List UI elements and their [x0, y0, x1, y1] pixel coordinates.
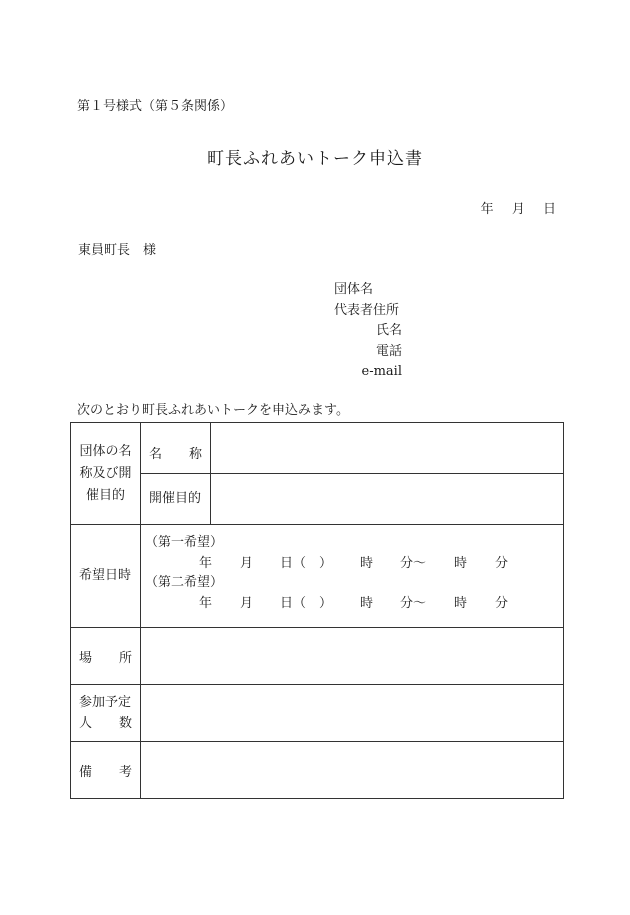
group-label-line2: 称及び開: [79, 465, 132, 481]
remarks-label-a: 備: [79, 764, 93, 780]
intro-text: 次のとおり町長ふれあいトークを申込みます。: [77, 403, 349, 418]
place-label-b: 所: [118, 650, 132, 666]
name-label-cell: [141, 423, 211, 474]
phone-label: 電話: [375, 343, 402, 359]
applicant-block: [334, 283, 402, 386]
second-month: 月: [240, 596, 254, 611]
participants-input[interactable]: [141, 685, 564, 742]
first-minute-to: 分: [495, 556, 509, 571]
name-label-a: 名: [149, 447, 163, 462]
name-label: 氏名: [375, 323, 402, 338]
remarks-label-cell: [71, 742, 141, 799]
date-day: 日: [542, 202, 556, 217]
first-hour2: 時: [454, 556, 468, 571]
participants-label-b: 数: [118, 716, 132, 731]
form-number: 第１号様式（第５条関係）: [77, 99, 234, 114]
second-hour2: 時: [454, 596, 468, 611]
place-label-a: 場: [79, 650, 93, 666]
group-name-input[interactable]: [211, 423, 564, 474]
datetime-input[interactable]: [141, 525, 564, 628]
first-hour: 時: [360, 556, 374, 571]
place-label-cell: [71, 628, 141, 685]
purpose-label-cell: 開催目的: [141, 474, 211, 525]
place-input[interactable]: [141, 628, 564, 685]
first-minute-from: 分～: [400, 556, 427, 571]
document-title: 町長ふれあいトーク申込書: [207, 149, 423, 169]
application-table: [70, 422, 564, 799]
first-day: 日（ ）: [280, 556, 333, 571]
group-label-cell: [71, 423, 141, 525]
remarks-input[interactable]: [141, 742, 564, 799]
addressee: 東員町長 様: [78, 243, 157, 258]
second-day: 日（ ）: [280, 596, 333, 611]
email-label: e-mail: [361, 364, 402, 379]
name-label-b: 称: [188, 447, 202, 462]
second-minute-to: 分: [495, 596, 509, 611]
datetime-label-cell: 希望日時: [71, 525, 141, 628]
group-name-label: 団体名: [334, 282, 374, 297]
group-label-line3: 催目的: [85, 487, 125, 503]
participants-label-a: 人: [79, 716, 93, 731]
participants-label-cell: [71, 685, 141, 742]
remarks-label-b: 考: [118, 764, 132, 780]
date-month: 月: [511, 202, 525, 217]
group-label-line1: 団体の名: [79, 443, 132, 459]
participants-label-line1: 参加予定: [79, 695, 132, 710]
second-minute-from: 分～: [400, 596, 427, 611]
purpose-input[interactable]: [211, 474, 564, 525]
second-choice-label: （第二希望）: [145, 575, 224, 590]
date-year: 年: [480, 202, 494, 217]
first-year: 年: [199, 556, 213, 571]
second-hour: 時: [360, 596, 374, 611]
second-year: 年: [199, 596, 213, 611]
first-month: 月: [240, 556, 254, 571]
rep-address-label: 代表者住所: [334, 302, 400, 318]
first-choice-label: （第一希望）: [145, 535, 224, 550]
date-line: [467, 203, 556, 216]
